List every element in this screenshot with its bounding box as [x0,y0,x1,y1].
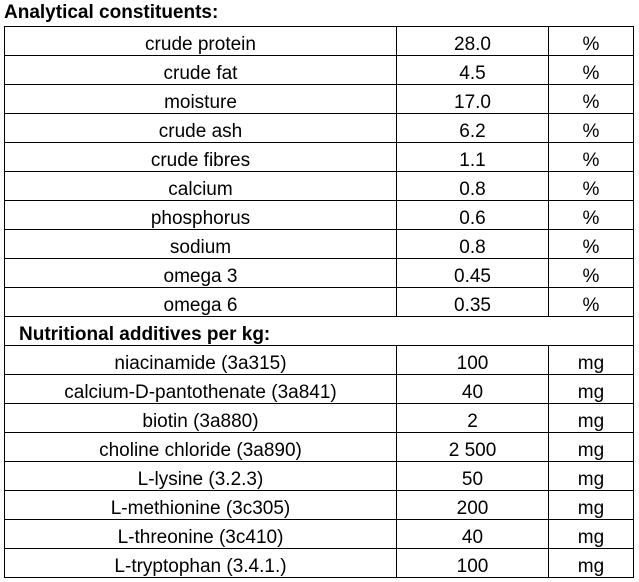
table-row [5,549,634,578]
constituent-unit-cell: mg [549,433,634,462]
table-row [5,346,634,375]
constituent-name-cell: omega 3 [5,259,397,288]
constituent-unit-cell: % [549,56,634,85]
constituent-value-cell: 28.0 [397,27,549,56]
table-row [5,288,634,317]
constituent-name-cell: moisture [5,85,397,114]
constituent-unit-cell: % [549,230,634,259]
constituent-value-cell: 1.1 [397,143,549,172]
constituent-value-cell: 50 [397,462,549,491]
constituent-name-cell: L-tryptophan (3.4.1.) [5,549,397,578]
constituent-name-cell: L-methionine (3c305) [5,491,397,520]
constituent-name-cell: calcium [5,172,397,201]
constituent-name-cell: L-lysine (3.2.3) [5,462,397,491]
table-row [5,172,634,201]
constituent-unit-cell: % [549,27,634,56]
constituent-unit-cell: % [549,259,634,288]
table-row [5,520,634,549]
constituent-unit-cell: mg [549,375,634,404]
constituent-name-cell: choline chloride (3a890) [5,433,397,462]
table-row [5,114,634,143]
constituent-name-cell: calcium-D-pantothenate (3a841) [5,375,397,404]
constituent-value-cell: 0.8 [397,172,549,201]
constituent-value-cell: 6.2 [397,114,549,143]
table-row [5,375,634,404]
constituent-name-cell: crude fibres [5,143,397,172]
constituent-unit-cell: % [549,288,634,317]
constituent-unit-cell: mg [549,491,634,520]
constituent-value-cell: 4.5 [397,56,549,85]
constituent-value-cell: 40 [397,520,549,549]
constituent-name-cell: niacinamide (3a315) [5,346,397,375]
constituent-unit-cell: % [549,85,634,114]
table-row [5,27,634,56]
constituent-value-cell: 100 [397,549,549,578]
constituent-value-cell: 0.8 [397,230,549,259]
constituent-name-cell: biotin (3a880) [5,404,397,433]
constituent-name-cell: L-threonine (3c410) [5,520,397,549]
nutrition-table [4,26,634,578]
table-row [5,85,634,114]
table-row [5,201,634,230]
constituent-value-cell: 40 [397,375,549,404]
constituent-name-cell: phosphorus [5,201,397,230]
table-row [5,404,634,433]
constituent-name-cell: sodium [5,230,397,259]
constituent-value-cell: 2 500 [397,433,549,462]
constituent-value-cell: 17.0 [397,85,549,114]
nutrition-table-body [5,27,634,578]
constituent-unit-cell: % [549,114,634,143]
table-row [5,143,634,172]
constituent-unit-cell: mg [549,462,634,491]
constituent-unit-cell: mg [549,346,634,375]
constituent-value-cell: 0.45 [397,259,549,288]
constituent-value-cell: 100 [397,346,549,375]
table-row [5,259,634,288]
section-header-row [5,317,634,346]
section-header-blank-cell [549,317,634,346]
constituent-value-cell: 2 [397,404,549,433]
constituent-value-cell: 0.35 [397,288,549,317]
constituent-unit-cell: mg [549,549,634,578]
constituent-value-cell: 0.6 [397,201,549,230]
table-row [5,462,634,491]
constituent-unit-cell: mg [549,520,634,549]
constituent-unit-cell: % [549,172,634,201]
table-row [5,56,634,85]
constituent-name-cell: crude ash [5,114,397,143]
constituent-name-cell: crude protein [5,27,397,56]
analytical-constituents-heading: Analytical constituents: [4,2,219,23]
table-row [5,491,634,520]
constituent-value-cell: 200 [397,491,549,520]
constituent-unit-cell: % [549,143,634,172]
constituent-name-cell: omega 6 [5,288,397,317]
constituent-unit-cell: % [549,201,634,230]
nutritional-additives-heading: Nutritional additives per kg: [5,317,549,346]
table-row [5,230,634,259]
constituent-unit-cell: mg [549,404,634,433]
table-row [5,433,634,462]
constituent-name-cell: crude fat [5,56,397,85]
